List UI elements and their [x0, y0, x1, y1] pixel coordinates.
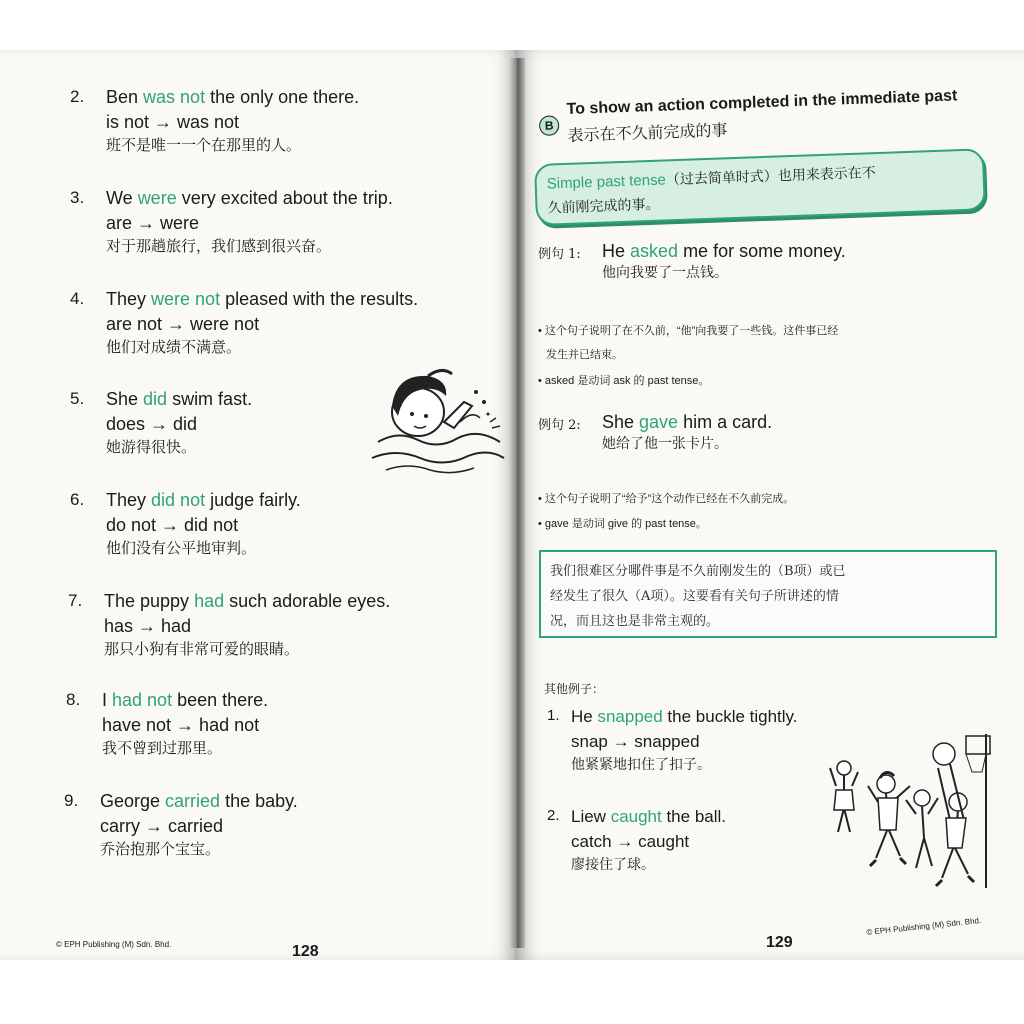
verb-highlight: had [194, 591, 225, 611]
chinese-translation: 他紧紧地扣住了扣子。 [571, 757, 711, 773]
verb-change: snap → snapped [571, 732, 700, 751]
info-box: 我们很难区分哪件事是不久前刚发生的（B项）或已 经发生了很久（A项）。这要看有关句子所讲述的情 况，而且这也是非常主观的。 [539, 550, 997, 638]
sentence: George carried the baby. [100, 791, 298, 811]
publisher-footer-left: © EPH Publishing (M) Sdn. Bhd. [56, 940, 172, 949]
sentence: They were not pleased with the results. [106, 289, 419, 309]
chinese-translation: 那只小狗有非常可爱的眼睛。 [104, 640, 300, 658]
verb-highlight: caught [610, 807, 662, 826]
chinese-translation: 我不曾到过那里。 [102, 739, 223, 757]
page-number-left: 128 [292, 943, 319, 960]
swimmer-illustration [368, 362, 508, 480]
past-tense-note: • gave 是动词 give 的 past tense。 [538, 518, 707, 530]
explanation-note: • 这个句子说明了“给予”这个动作已经在不久前完成。 [538, 493, 795, 505]
explanation-note-cont: 发生并已结束。 [546, 349, 623, 361]
chinese-translation: 廖接住了球。 [571, 857, 655, 873]
sentence: The puppy had such adorable eyes. [104, 591, 391, 611]
verb-highlight: was not [143, 87, 206, 107]
sentence: Ben was not the only one there. [106, 87, 360, 107]
publisher-footer-right: © EPH Publishing (M) Sdn. Bhd. [866, 915, 982, 937]
verb-highlight: did not [151, 490, 206, 510]
sentence: She did swim fast. [106, 389, 253, 409]
verb-change: are → were [106, 213, 200, 233]
verb-highlight: had not [112, 690, 173, 710]
chinese-translation: 他们没有公平地审判。 [106, 539, 257, 557]
sentence: They did not judge fairly. [106, 490, 301, 510]
chinese-translation: 对于那趟旅行，我们感到很兴奋。 [106, 237, 332, 255]
chinese-translation: 他向我要了一点钱。 [602, 265, 728, 281]
verb-change: have not → had not [102, 715, 260, 735]
sentence: We were very excited about the trip. [106, 188, 393, 208]
chinese-translation: 她给了他一张卡片。 [602, 436, 728, 452]
verb-change: do not → did not [106, 515, 239, 535]
sentence: Liew caught the ball. [571, 807, 726, 826]
verb-change: does → did [106, 414, 198, 434]
sentence: She gave him a card. [602, 412, 773, 432]
chinese-translation: 班不是唯一一个在那里的人。 [106, 136, 302, 154]
verb-highlight: gave [639, 412, 679, 432]
section-subtitle: 表示在不久前完成的事 [567, 120, 728, 145]
explanation-note: • 这个句子说明了在不久前，“他”向我要了一些钱。这件事已经 [538, 325, 839, 337]
section-title: To show an action completed in the immediate past [566, 87, 958, 119]
callout-text-2: 久前刚完成的事。 [547, 196, 660, 217]
book-spine [509, 58, 525, 948]
sentence: He asked me for some money. [602, 241, 846, 261]
chinese-translation: 乔治抱那个宝宝。 [100, 840, 221, 858]
other-examples-label: 其他例子： [544, 682, 605, 696]
verb-highlight: asked [630, 241, 679, 261]
callout-term: Simple past tense [546, 171, 667, 193]
page-number-right: 129 [766, 934, 793, 951]
sentence: He snapped the buckle tightly. [571, 707, 798, 726]
verb-change: are not → were not [106, 314, 260, 334]
example-label: 例句 1: [538, 247, 581, 262]
verb-change: catch → caught [571, 832, 690, 851]
section-badge: B [539, 115, 560, 136]
sentence: I had not been there. [102, 690, 269, 710]
verb-highlight: were not [151, 289, 221, 309]
verb-change: carry → carried [100, 816, 224, 836]
verb-change: is not → was not [106, 112, 240, 132]
example-label: 例句 2: [538, 418, 581, 433]
chinese-translation: 他们对成绩不满意。 [106, 338, 242, 356]
chinese-translation: 她游得很快。 [106, 438, 197, 456]
verb-highlight: did [143, 389, 168, 409]
children-ball-illustration [826, 728, 1004, 894]
verb-change: has → had [104, 616, 192, 636]
verb-highlight: were [137, 188, 177, 208]
callout-text: （过去简单时式）也用来表示在不 [665, 165, 877, 189]
verb-highlight: snapped [597, 707, 663, 726]
verb-highlight: carried [165, 791, 221, 811]
past-tense-note: • asked 是动词 ask 的 past tense。 [538, 375, 710, 387]
